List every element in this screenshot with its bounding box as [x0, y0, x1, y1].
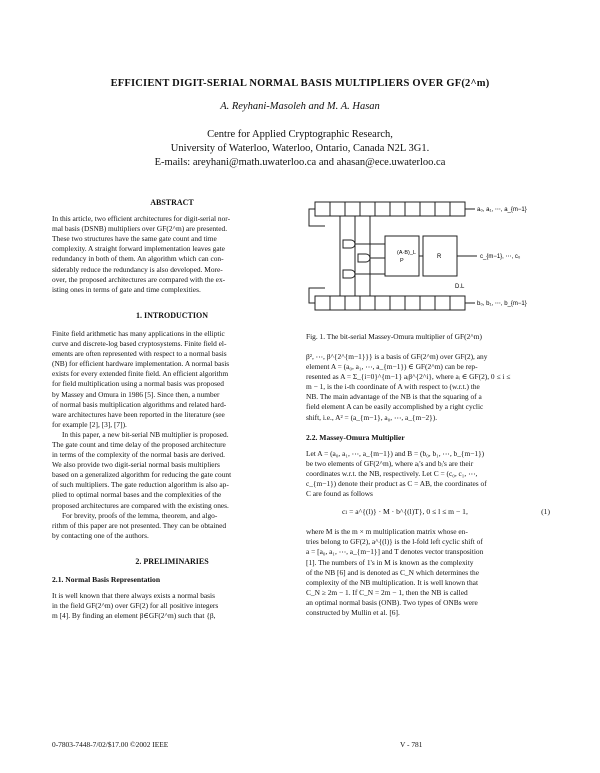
text-line: It is well known that there always exists a normal basis [52, 591, 215, 601]
preliminaries-heading: 2. PRELIMINARIES [135, 556, 209, 566]
intro-para-2 [52, 430, 292, 511]
text-line: tries belong to GF(2), a^{(l)} is the l-fold left cyclic shift of [306, 537, 483, 547]
text-line: c_{m−1}) denote their product as C = AB, the coordinates of [306, 479, 487, 489]
text-line: by Massey and Omura in 1986 [5]. Since then, a number [52, 389, 220, 399]
block-p [385, 236, 419, 276]
text-line: over, the proposed architectures are compared with the ex- [52, 274, 226, 284]
abstract-heading: ABSTRACT [150, 198, 194, 207]
text-line: for example [2], [3], [7]). [52, 419, 127, 429]
text-line: shift, i.e., A² = (a_{m−1}, a₀, ⋯, a_{m−2}). [306, 412, 438, 422]
text-line: In this article, two efficient architectures for digit-serial nor- [52, 214, 231, 224]
equation-text: cₗ = a^{(l)} · M · b^{(l)T}, 0 ≤ l ≤ m − 1, [342, 507, 468, 517]
text-line: rithm of this paper are not presented. They can be obtained [52, 520, 227, 530]
text-line: field element A can be easily accomplished by a right cyclic [306, 402, 484, 412]
subsection-heading: 2.1. Normal Basis Representation [52, 575, 161, 584]
text-line: Finite field arithmetic has many applications in the elliptic [52, 328, 225, 338]
text-line: a = [a₀, a₁, ⋯, a_{m−1}] and T denotes vector transposition [306, 547, 484, 557]
text-line: (NB) for efficient hardware implementation. A normal basis [52, 359, 230, 369]
text-line: constructed by Mullin et al. [6]. [306, 607, 400, 617]
text-line: β², ⋯, β^{2^{m−1}}} is a basis of GF(2^m) over GF(2), any [306, 352, 488, 361]
page-number: V - 781 [400, 740, 423, 749]
text-line: isting ones in terms of gate and time complexities. [52, 284, 201, 294]
text-line: of the NB [6] and is denoted as C_N which determines the [306, 567, 480, 577]
equation-1 [306, 507, 554, 519]
text-line: [1]. The numbers of 1's in M is known as the complexity [306, 557, 474, 567]
affiliation-emails: E-mails: areyhani@math.uwaterloo.ca and ahasan@ece.uwaterloo.ca [154, 157, 446, 168]
left-column [52, 198, 292, 621]
text-line: coordinates w.r.t. the NB, respectively. Let C = (c₀, c₁, ⋯, [306, 468, 478, 478]
footer-copyright: 0-7803-7448-7/02/$17.00 ©2002 IEEE [52, 740, 169, 749]
text-line: siderably reduce the redundancy is also developed. More- [52, 264, 223, 274]
paper-authors: A. Reyhani-Masoleh and M. A. Hasan [220, 101, 380, 112]
text-line: in terms of the complexity of the normal basis are derived. [52, 450, 226, 460]
text-line: plied to optimal normal bases and the complexities of the [52, 490, 222, 500]
text-line: The gate count and time delay of the proposed architecture [52, 439, 226, 449]
block-p-name: P [400, 258, 404, 264]
text-line: ements are often represented with respect to a normal basis [52, 349, 227, 359]
block-p-label: (A·B)_L [397, 250, 416, 256]
text-line: Let A = (a₀, a₁, ⋯, a_{m−1}) and B = (b₀, b₁, ⋯, b_{m−1}) [306, 448, 485, 458]
text-line: be two elements of GF(2^m), where aᵢ's and bᵢ's are their [306, 458, 474, 468]
paper-title: EFFICIENT DIGIT-SERIAL NORMAL BASIS MULTIPLIERS OVER GF(2^m) [110, 78, 490, 89]
affiliation-line: University of Waterloo, Waterloo, Ontario, Canada N2L 3G1. [170, 143, 430, 154]
output-a-label: a₀, a₁, ⋯, a_{m−1} [477, 207, 527, 213]
text-line: These two structures have the same gate count and time [52, 234, 217, 244]
text-line: of such multipliers. The gate reduction algorithm is also ap- [52, 480, 229, 490]
text-line: We also provide two digit-serial normal basis multipliers [52, 460, 220, 470]
abstract-body [52, 214, 292, 295]
text-line: complexity. A straight forward implementation leaves gate [52, 244, 225, 254]
right-column [306, 352, 554, 618]
subsection-heading: 2.2. Massey-Omura Multiplier [306, 432, 405, 442]
text-line: for field multiplication using a normal basis was proposed [52, 379, 225, 389]
massey-omura-diagram [305, 196, 555, 328]
text-line: proposed architectures are compared with the existing ones. [52, 500, 229, 510]
affiliation-line: Centre for Applied Cryptographic Research, [207, 129, 393, 140]
output-b-label: b₀, b₁, ⋯, b_{m−1} [477, 301, 527, 307]
equation-number: (1) [541, 507, 550, 517]
affiliation [0, 128, 600, 170]
text-line: in the field GF(2^m) over GF(2) for all positive integers [52, 601, 219, 611]
text-line: an optimal normal basis (ONB). Two types of ONBs were [306, 597, 478, 607]
text-line: resented as A = Σ_{i=0}^{m−1} aᵢβ^{2^i}, where aᵢ ∈ GF(2), 0 ≤ i ≤ [306, 372, 511, 382]
text-line: where M is the m × m multiplication matrix whose en- [306, 527, 468, 537]
text-line: C are found as follows [306, 489, 373, 499]
text-line: redundancy in both of them. An algorithm which can con- [52, 254, 224, 264]
text-line: m − 1, is the i-th coordinate of A with respect to (w.r.t.) the [306, 382, 480, 392]
intro-para-1 [52, 329, 292, 430]
text-line: by contacting one of the authors. [52, 530, 149, 540]
text-line: of normal basis multiplication algorithms and related hard- [52, 399, 227, 409]
output-c-label: c_{m−1}, ⋯, c₀ [480, 254, 521, 260]
text-line: NB. The main advantage of the NB is that the squaring of a [306, 392, 482, 402]
text-line: complexity of the NB multiplication. It is well known that [306, 577, 479, 587]
text-line: For brevity, proofs of the lemma, theorem, and algo- [62, 510, 218, 520]
delay-label: D.L [455, 284, 465, 290]
intro-para-3 [52, 511, 292, 541]
text-line: element A = (a₀, a₁, ⋯, a_{m−1}) ∈ GF(2^m) can be rep- [306, 362, 478, 372]
block-r-label: R [437, 254, 442, 260]
text-line: m [4]. By finding an element β∈GF(2^m) such that {β, [52, 611, 216, 621]
text-line: exists for every extended finite field. An efficient algorithm [52, 369, 229, 379]
text-line: based on a generalized algorithm for reducing the gate count [52, 470, 232, 480]
text-line: ware architectures have been reported in the literature (see [52, 409, 225, 419]
figure-caption: Fig. 1. The bit-serial Massey-Omura multiplier of GF(2^m) [306, 332, 482, 341]
text-line: curve and discrete-log based cryptosystems. Finite field el- [52, 339, 227, 349]
text-line: In this paper, a new bit-serial NB multiplier is proposed. [62, 429, 229, 439]
text-line: C_N ≥ 2m − 1. If C_N = 2m − 1, then the NB is called [306, 587, 468, 597]
introduction-heading: 1. INTRODUCTION [135, 310, 208, 320]
text-line: mal basis (DSNB) multipliers over GF(2^m) are presented. [52, 224, 228, 234]
